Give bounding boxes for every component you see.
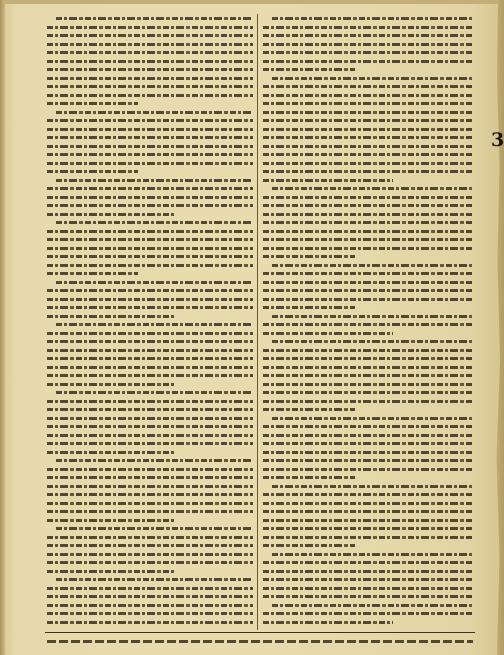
footer-rule: [45, 632, 475, 633]
text-line-ink: [47, 255, 253, 258]
page-top-edge: [0, 0, 504, 4]
text-line-ink: [263, 332, 393, 335]
text-line: [263, 244, 472, 253]
text-line: [263, 48, 472, 57]
text-line-ink: [263, 451, 472, 454]
text-line: [263, 533, 472, 542]
text-line-ink: [263, 621, 393, 624]
text-line-ink: [47, 85, 253, 88]
text-line: [263, 312, 472, 321]
text-line-ink: [263, 51, 472, 54]
text-line: [263, 516, 472, 525]
text-line: [263, 414, 472, 423]
text-line-ink: [47, 417, 253, 420]
text-line: [47, 252, 253, 261]
text-line-ink: [263, 544, 355, 547]
text-line: [263, 218, 472, 227]
text-line: [263, 201, 472, 210]
text-line-ink: [47, 621, 253, 624]
text-line: [263, 584, 472, 593]
text-line: [47, 354, 253, 363]
text-line-ink: [47, 306, 253, 309]
text-line: [263, 99, 472, 108]
text-line: [47, 193, 253, 202]
text-line-ink: [47, 604, 253, 607]
text-line: [263, 482, 472, 491]
text-column-left: [47, 14, 253, 630]
text-line-ink: [47, 136, 253, 139]
text-line: [263, 363, 472, 372]
text-line: [47, 142, 253, 151]
text-line-ink: [47, 366, 253, 369]
text-line-ink: [47, 340, 253, 343]
text-line-ink: [272, 264, 472, 267]
text-line-ink: [47, 383, 175, 386]
text-line-ink: [263, 349, 472, 352]
text-line-ink: [47, 561, 253, 564]
text-line: [47, 14, 253, 23]
text-line-ink: [47, 196, 253, 199]
text-line: [263, 388, 472, 397]
text-line-ink: [263, 221, 472, 224]
text-line: [47, 371, 253, 380]
text-line-ink: [263, 43, 472, 46]
text-line: [263, 439, 472, 448]
text-line-ink: [47, 128, 253, 131]
text-line-ink: [263, 561, 472, 564]
text-line-ink: [47, 272, 138, 275]
text-line: [263, 150, 472, 159]
text-line: [47, 592, 253, 601]
text-line-ink: [263, 281, 472, 284]
text-line-ink: [47, 94, 253, 97]
text-line: [47, 439, 253, 448]
text-line-ink: [263, 213, 472, 216]
text-line: [47, 405, 253, 414]
text-line-ink: [263, 94, 472, 97]
text-line-ink: [47, 442, 253, 445]
text-line: [47, 244, 253, 253]
text-line: [263, 91, 472, 100]
text-line: [47, 363, 253, 372]
text-line-ink: [263, 298, 472, 301]
text-line-ink: [56, 323, 253, 326]
text-line: [263, 320, 472, 329]
text-line: [263, 167, 472, 176]
text-line: [263, 397, 472, 406]
text-line-ink: [272, 485, 472, 488]
text-line: [47, 31, 253, 40]
text-line: [263, 354, 472, 363]
text-line: [47, 159, 253, 168]
text-line: [47, 516, 253, 525]
text-line: [263, 14, 472, 23]
text-line: [47, 550, 253, 559]
text-line: [263, 65, 472, 74]
text-line-ink: [47, 68, 253, 71]
text-line: [47, 40, 253, 49]
text-line: [263, 456, 472, 465]
text-line-ink: [47, 374, 253, 377]
text-line: [47, 533, 253, 542]
column-divider: [257, 14, 258, 630]
text-line-ink: [263, 493, 472, 496]
text-line: [263, 499, 472, 508]
text-line-ink: [47, 162, 253, 165]
text-line: [47, 269, 253, 278]
text-line: [263, 371, 472, 380]
text-line-ink: [263, 34, 472, 37]
text-line-ink: [263, 468, 472, 471]
text-line-ink: [263, 510, 472, 513]
text-line: [263, 329, 472, 338]
text-line-ink: [263, 578, 472, 581]
text-line-ink: [47, 425, 253, 428]
text-line: [263, 567, 472, 576]
text-line: [47, 125, 253, 134]
text-line: [263, 448, 472, 457]
text-line: [47, 558, 253, 567]
text-line-ink: [263, 306, 355, 309]
text-line-ink: [272, 417, 472, 420]
text-line-ink: [272, 340, 472, 343]
text-line-ink: [47, 612, 253, 615]
text-line: [47, 422, 253, 431]
text-line: [47, 210, 253, 219]
text-line-ink: [263, 162, 472, 165]
text-line: [47, 184, 253, 193]
text-line-ink: [263, 366, 472, 369]
text-line-ink: [272, 77, 472, 80]
text-line-ink: [47, 400, 253, 403]
text-line-ink: [263, 145, 472, 148]
text-line-ink: [263, 128, 472, 131]
text-line-ink: [47, 519, 175, 522]
text-line: [263, 227, 472, 236]
text-column-right: [263, 14, 472, 630]
text-line-ink: [47, 145, 253, 148]
text-line-ink: [263, 612, 472, 615]
text-line-ink: [56, 391, 253, 394]
text-line-ink: [47, 570, 175, 573]
text-line-ink: [47, 264, 253, 267]
text-line-ink: [47, 476, 253, 479]
text-line-ink: [263, 408, 355, 411]
text-line: [47, 167, 253, 176]
text-line: [47, 286, 253, 295]
text-line: [263, 269, 472, 278]
text-line: [47, 380, 253, 389]
text-line-ink: [47, 544, 253, 547]
text-line-ink: [47, 153, 253, 156]
text-line: [263, 31, 472, 40]
text-line: [47, 473, 253, 482]
text-line: [47, 456, 253, 465]
text-line: [47, 201, 253, 210]
text-line: [263, 346, 472, 355]
text-line: [47, 133, 253, 142]
text-line: [263, 609, 472, 618]
text-line-ink: [263, 383, 472, 386]
text-line: [263, 550, 472, 559]
text-line: [263, 490, 472, 499]
text-line-ink: [47, 170, 138, 173]
text-line-ink: [47, 553, 253, 556]
text-line: [263, 133, 472, 142]
text-line: [263, 465, 472, 474]
text-line-ink: [56, 281, 253, 284]
text-line: [263, 184, 472, 193]
text-line-ink: [47, 60, 253, 63]
text-line-ink: [47, 204, 253, 207]
text-line: [263, 303, 472, 312]
page-binding-edge: [0, 0, 5, 655]
imprint-line: [47, 636, 473, 646]
text-line-ink: [263, 400, 472, 403]
text-line: [47, 227, 253, 236]
text-line-ink: [47, 451, 175, 454]
text-line: [47, 601, 253, 610]
text-line: [47, 575, 253, 584]
text-line: [47, 108, 253, 117]
text-line-ink: [47, 485, 253, 488]
text-line: [47, 499, 253, 508]
text-line: [47, 507, 253, 516]
text-line: [47, 65, 253, 74]
text-line-ink: [263, 204, 472, 207]
text-line-ink: [263, 391, 472, 394]
text-line: [47, 541, 253, 550]
text-line-ink: [47, 26, 253, 29]
text-line-ink: [47, 587, 253, 590]
text-line-ink: [263, 102, 472, 105]
text-line-ink: [56, 17, 253, 20]
text-line-ink: [263, 238, 472, 241]
text-line-ink: [263, 153, 472, 156]
text-line: [47, 524, 253, 533]
text-line: [47, 388, 253, 397]
text-line-ink: [47, 102, 138, 105]
text-line-ink: [47, 510, 253, 513]
text-line: [263, 116, 472, 125]
text-line: [47, 57, 253, 66]
text-line: [263, 337, 472, 346]
text-line-ink: [47, 493, 253, 496]
text-line-ink: [263, 26, 472, 29]
text-line: [47, 320, 253, 329]
text-line-ink: [263, 476, 355, 479]
text-line: [263, 210, 472, 219]
text-line: [47, 48, 253, 57]
text-line-ink: [47, 298, 253, 301]
text-line: [47, 235, 253, 244]
text-line: [47, 82, 253, 91]
text-line: [263, 23, 472, 32]
text-line: [47, 584, 253, 593]
text-line-ink: [47, 595, 253, 598]
text-line: [47, 337, 253, 346]
text-line-ink: [47, 43, 253, 46]
text-line-ink: [263, 595, 472, 598]
text-line-ink: [47, 468, 253, 471]
text-line: [47, 278, 253, 287]
text-line: [47, 218, 253, 227]
text-line-ink: [47, 536, 253, 539]
text-line-ink: [272, 187, 472, 190]
text-line: [47, 482, 253, 491]
text-line-ink: [47, 187, 253, 190]
text-line: [263, 592, 472, 601]
text-line-ink: [272, 604, 472, 607]
text-line: [263, 380, 472, 389]
text-line: [263, 74, 472, 83]
text-line: [263, 261, 472, 270]
text-line-ink: [47, 238, 253, 241]
text-line: [263, 108, 472, 117]
text-line: [47, 150, 253, 159]
text-line-ink: [263, 119, 472, 122]
torn-right-edge: [494, 0, 504, 655]
text-line: [263, 82, 472, 91]
text-line-ink: [47, 247, 253, 250]
text-line: [47, 431, 253, 440]
text-line-ink: [47, 289, 253, 292]
text-line: [263, 57, 472, 66]
text-line-ink: [263, 255, 355, 258]
text-line-ink: [56, 578, 253, 581]
text-line: [263, 176, 472, 185]
text-line: [263, 507, 472, 516]
text-line: [47, 23, 253, 32]
text-line: [263, 295, 472, 304]
text-line: [263, 159, 472, 168]
text-line: [263, 473, 472, 482]
text-line: [47, 397, 253, 406]
imprint-ink: [47, 640, 473, 643]
text-line: [47, 329, 253, 338]
text-line: [47, 91, 253, 100]
text-line: [263, 558, 472, 567]
text-line-ink: [47, 408, 253, 411]
text-line-ink: [263, 68, 355, 71]
text-line-ink: [263, 374, 472, 377]
text-line: [47, 490, 253, 499]
text-line: [263, 278, 472, 287]
text-line-ink: [263, 502, 472, 505]
text-line: [263, 40, 472, 49]
text-line-ink: [47, 77, 253, 80]
text-line-ink: [47, 434, 253, 437]
text-line: [263, 193, 472, 202]
text-line-ink: [263, 442, 472, 445]
text-line: [263, 142, 472, 151]
text-line: [47, 74, 253, 83]
text-line: [47, 465, 253, 474]
text-line-ink: [47, 213, 175, 216]
text-line-ink: [56, 527, 253, 530]
page-number-fragment: 3: [491, 129, 504, 151]
text-line-ink: [263, 587, 472, 590]
text-line: [47, 261, 253, 270]
text-line: [47, 295, 253, 304]
text-line: [263, 235, 472, 244]
text-line-ink: [263, 60, 472, 63]
text-line-ink: [272, 553, 472, 556]
text-line-ink: [56, 179, 253, 182]
text-line-ink: [263, 357, 472, 360]
text-line: [263, 618, 472, 627]
text-line-ink: [47, 34, 253, 37]
text-line: [47, 567, 253, 576]
text-line-ink: [263, 425, 472, 428]
text-line-ink: [47, 230, 253, 233]
text-line-ink: [263, 459, 472, 462]
text-line: [263, 286, 472, 295]
text-line-ink: [47, 51, 253, 54]
text-line-ink: [47, 349, 253, 352]
text-line: [263, 422, 472, 431]
text-line-ink: [56, 459, 253, 462]
text-line: [263, 252, 472, 261]
text-line-ink: [272, 315, 472, 318]
text-line-ink: [263, 247, 472, 250]
text-line-ink: [263, 570, 472, 573]
text-line: [263, 524, 472, 533]
text-line-ink: [47, 315, 175, 318]
text-line-ink: [263, 136, 472, 139]
text-line-ink: [263, 527, 472, 530]
text-line-ink: [263, 536, 472, 539]
text-line-ink: [263, 289, 472, 292]
text-line-ink: [263, 85, 472, 88]
text-line: [263, 601, 472, 610]
text-line-ink: [47, 502, 253, 505]
text-line-ink: [56, 221, 253, 224]
text-line-ink: [263, 519, 472, 522]
text-line-ink: [263, 434, 472, 437]
text-line-ink: [263, 111, 472, 114]
text-line-ink: [263, 179, 393, 182]
text-line-ink: [272, 17, 472, 20]
text-line: [47, 448, 253, 457]
text-line-ink: [263, 196, 472, 199]
text-line: [47, 609, 253, 618]
text-line: [47, 618, 253, 627]
text-line: [263, 541, 472, 550]
text-line: [263, 431, 472, 440]
text-line-ink: [263, 230, 472, 233]
text-line-ink: [263, 272, 472, 275]
text-line: [47, 116, 253, 125]
text-line: [263, 575, 472, 584]
text-line: [47, 99, 253, 108]
text-line-ink: [47, 332, 253, 335]
text-line: [47, 312, 253, 321]
text-line-ink: [263, 170, 472, 173]
text-line-ink: [263, 323, 472, 326]
text-line-ink: [47, 357, 253, 360]
text-line: [263, 405, 472, 414]
text-line-ink: [56, 111, 253, 114]
text-line: [47, 303, 253, 312]
text-line: [47, 414, 253, 423]
text-line: [47, 346, 253, 355]
text-line-ink: [47, 119, 253, 122]
text-line: [263, 125, 472, 134]
text-line: [47, 176, 253, 185]
